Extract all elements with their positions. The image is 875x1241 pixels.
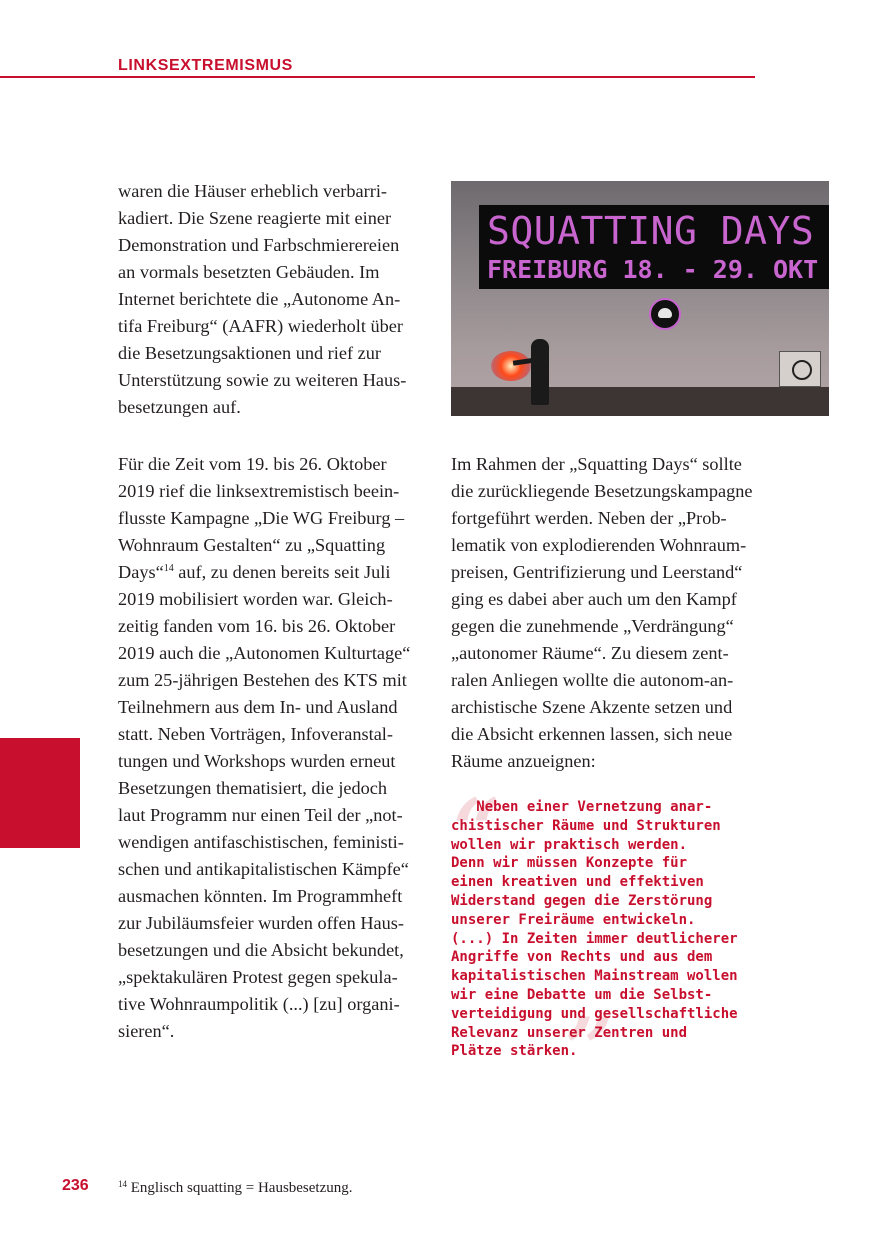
poster-ground (451, 387, 829, 416)
text-line: statt. Neben Vorträgen, Infoveranstal- (118, 724, 393, 744)
right-para-text (451, 451, 755, 775)
text-line: wollen wir praktisch werden. (451, 836, 688, 853)
text-line: die Besetzungsaktionen und rief zur (118, 343, 381, 363)
person-silhouette (531, 339, 549, 405)
text-line: Relevanz unserer Zentren und (451, 1024, 688, 1041)
text-line: besetzungen und die Absicht bekundet, (118, 940, 404, 960)
text-line: Demonstration und Farbschmierereien (118, 235, 400, 255)
text-line: chistischer Räume und Strukturen (451, 817, 721, 834)
header-divider (0, 76, 755, 78)
quote-close-mark-icon: ” (565, 999, 614, 1098)
poster-title: SQUATTING DAYS (487, 209, 815, 253)
text-line: Besetzungen thematisiert, die jedoch (118, 778, 388, 798)
text-line: laut Programm nur einen Teil der „not- (118, 805, 403, 825)
text-line: Wohnraum Gestalten“ zu „Squatting (118, 535, 386, 555)
heart-logo-icon (649, 298, 681, 330)
text-line: 2019 rief die linksextremistisch beein- (118, 481, 400, 501)
text-line: ralen Anliegen wollte die autonom-an- (451, 670, 734, 690)
text-line: Räume anzueignen: (451, 751, 596, 771)
text-line: waren die Häuser erheblich verbarri- (118, 181, 387, 201)
footnote (118, 1180, 353, 1197)
text-line: zum 25-jährigen Bestehen des KTS mit (118, 670, 407, 690)
text-line: wendigen antifaschistischen, feministi- (118, 832, 404, 852)
text-line: verteidigung und gesellschaftliche (451, 1005, 738, 1022)
text-line: zur Jubiläumsfeier wurden offen Haus- (118, 913, 404, 933)
text-line: Angriffe von Rechts und aus dem (451, 949, 713, 966)
text-line: tungen und Workshops wurden erneut (118, 751, 396, 771)
text-line: kapitalistischen Mainstream wollen (451, 968, 738, 985)
text-line: Plätze stärken. (451, 1043, 578, 1060)
text-line: Denn wir müssen Konzepte für (451, 855, 688, 872)
text-line: die zurückliegende Besetzungskampagne (451, 481, 753, 501)
text-line: fortgeführt werden. Neben der „Prob- (451, 508, 727, 528)
text-line: gegen die zunehmende „Verdrängung“ (451, 616, 734, 636)
text-line: tive Wohnraumpolitik (...) [zu] organi- (118, 994, 400, 1014)
chapter-tab-marker (0, 738, 80, 848)
text-line: unserer Freiräume entwickeln. (451, 911, 696, 928)
text-line: flusste Kampagne „Die WG Freiburg – (118, 508, 405, 528)
text-line: schen und antikapitalistischen Kämpfe“ (118, 859, 409, 879)
flare-icon (491, 351, 531, 381)
text-line: kadiert. Die Szene reagierte mit einer (118, 208, 392, 228)
text-line: lematik von explodierenden Wohnraum- (451, 535, 747, 555)
left-paragraph-1 (118, 178, 422, 421)
text-line: Widerstand gegen die Zerstörung (451, 892, 713, 909)
page-number: 236 (62, 1177, 89, 1194)
footnote-text: Englisch squatting = Hausbesetzung. (127, 1180, 353, 1196)
text-line: zeitig fanden vom 16. bis 26. Oktober (118, 616, 396, 636)
footnote-marker: 14 (118, 1179, 127, 1189)
text-line: die Absicht erkennen lassen, sich neue (451, 724, 733, 744)
section-title: LINKSEXTREMISMUS (118, 57, 293, 74)
text-line: Teilnehmern aus dem In- und Ausland (118, 697, 398, 717)
text-line: Internet berichtete die „Autonome An- (118, 289, 401, 309)
text-line: einen kreativen und effektiven (451, 874, 704, 891)
text-line: ausmachen könnten. Im Programmheft (118, 886, 403, 906)
flag-icon (779, 351, 821, 387)
text-line: preisen, Gentrifizierung und Leerstand“ (451, 562, 743, 582)
footnote-ref-14[interactable]: 14 (163, 563, 174, 574)
text-line: Neben einer Vernetzung anar- (451, 799, 713, 815)
text-line: Für die Zeit vom 19. bis 26. Oktober (118, 454, 387, 474)
text-line: sieren“. (118, 1021, 175, 1041)
text-line: Im Rahmen der „Squatting Days“ sollte (451, 454, 742, 474)
left-paragraph-2 (118, 451, 422, 1045)
text-line: (...) In Zeiten immer deutlicherer (451, 930, 738, 947)
text-line: tifa Freiburg“ (AAFR) wiederholt über (118, 316, 403, 336)
right-paragraph-1 (451, 451, 755, 775)
text-line: besetzungen auf. (118, 397, 241, 417)
text-line: 2019 auch die „Autonomen Kulturtage“ (118, 643, 411, 663)
squatting-days-poster (451, 181, 829, 416)
left-para2-text (118, 451, 422, 1045)
quote-open-mark-icon: “ (453, 780, 502, 879)
text-line: wir eine Debatte um die Selbst- (451, 986, 713, 1003)
text-line: ging es dabei aber auch um den Kampf (451, 589, 737, 609)
text-line: an vormals besetzten Gebäuden. Im (118, 262, 380, 282)
text-line: archistische Szene Akzente setzen und (451, 697, 733, 717)
text-line: 2019 mobilisiert worden war. Gleich- (118, 589, 393, 609)
text-line: „spektakulären Protest gegen spekula- (118, 967, 398, 987)
left-para2-line5: Days“$^{14}$ auf, zu denen bereits seit Juli (118, 562, 391, 582)
text-line: „autonomer Räume“. Zu diesem zent- (451, 643, 729, 663)
poster-subtitle: FREIBURG 18. - 29. OKT (487, 255, 819, 284)
text-line: Unterstützung sowie zu weiteren Haus- (118, 370, 407, 390)
left-para1-text (118, 178, 422, 421)
